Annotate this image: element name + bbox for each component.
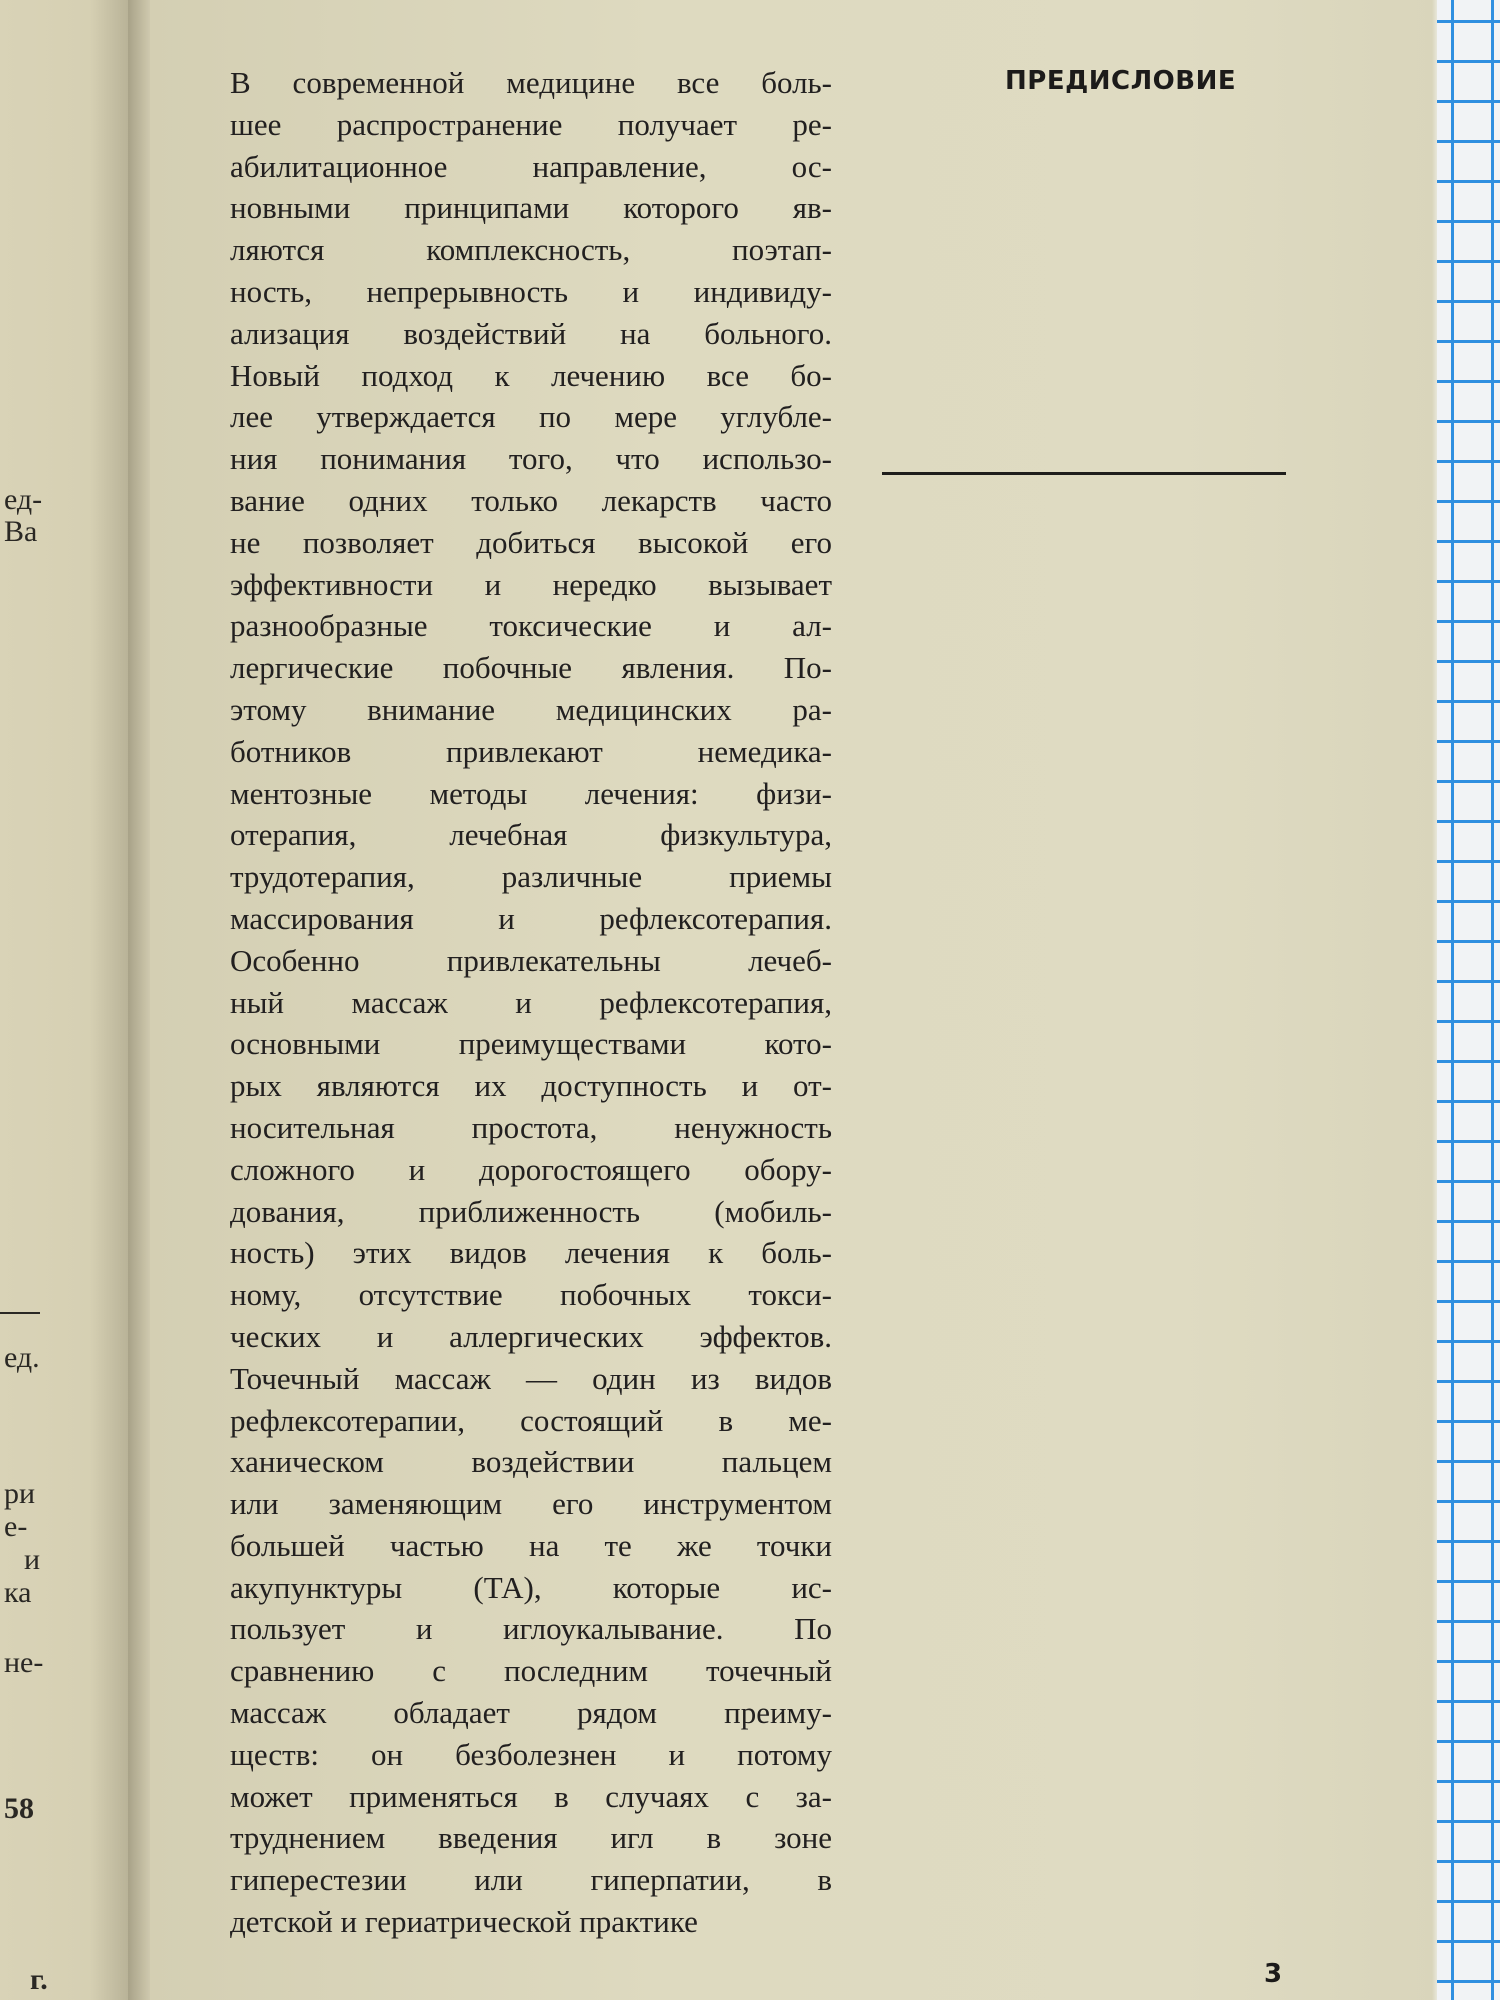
text-line: дования, приближенность (мобиль- xyxy=(230,1193,832,1229)
text-line: пользует и иглоукалывание. По xyxy=(230,1611,832,1647)
text-line: может применяться в случаях с за- xyxy=(230,1778,832,1814)
grid-paper-background xyxy=(1437,0,1500,2000)
margin-text-fragment: е- xyxy=(4,1510,28,1543)
text-line: шее распространение получает ре- xyxy=(230,106,832,142)
text-line: массирования и рефлексотерапия. xyxy=(230,900,832,936)
text-line: Точечный массаж — один из видов xyxy=(230,1360,832,1396)
text-line: вание одних только лекарств часто xyxy=(230,482,832,518)
text-line: ляются комплексность, поэтап- xyxy=(230,232,832,268)
text-line: ментозные методы лечения: физи- xyxy=(230,775,832,811)
text-line: эффективности и нередко вызывает xyxy=(230,566,832,602)
text-line: сравнению с последним точечный xyxy=(230,1653,832,1689)
text-line: гиперестезии или гиперпатии, в xyxy=(230,1862,832,1898)
text-line: Особенно привлекательны лечеб- xyxy=(230,942,832,978)
text-line: лергические побочные явления. По- xyxy=(230,650,832,686)
text-line: массаж обладает рядом преиму- xyxy=(230,1695,832,1731)
book-page xyxy=(150,0,1437,2000)
text-line: ния понимания того, что использо- xyxy=(230,441,832,477)
text-line: разнообразные токсические и ал- xyxy=(230,608,832,644)
text-line: или заменяющим его инструментом xyxy=(230,1486,832,1522)
text-line: ность) этих видов лечения к боль- xyxy=(230,1235,832,1271)
previous-page-fragment xyxy=(0,0,128,2000)
text-line: новными принципами которого яв- xyxy=(230,190,832,226)
text-line: трудотерапия, различные приемы xyxy=(230,859,832,895)
body-paragraph xyxy=(230,62,832,1943)
text-line: ботников привлекают немедика- xyxy=(230,733,832,769)
text-line: носительная простота, ненужность xyxy=(230,1109,832,1145)
text-line: Новый подход к лечению все бо- xyxy=(230,357,832,393)
margin-text-fragment: ед. xyxy=(4,1341,40,1374)
margin-text-fragment: Ва xyxy=(4,515,38,548)
text-line: ализация воздействий на больного. xyxy=(230,315,832,351)
heading-rule xyxy=(882,472,1286,475)
text-line: ность, непрерывность и индивиду- xyxy=(230,273,832,309)
text-line: детской и гериатрической практике xyxy=(230,1904,698,1940)
text-line: рефлексотерапии, состоящий в ме- xyxy=(230,1402,832,1438)
margin-text-fragment: и xyxy=(24,1543,41,1576)
margin-text-fragment: ед- xyxy=(4,483,43,516)
text-line: этому внимание медицинских ра- xyxy=(230,691,832,727)
margin-text-fragment: не- xyxy=(4,1646,44,1679)
margin-text-fragment: ри xyxy=(4,1477,36,1510)
chapter-heading: ПРЕДИСЛОВИЕ xyxy=(1005,66,1237,96)
text-line: рых являются их доступность и от- xyxy=(230,1068,832,1104)
book-gutter xyxy=(128,0,150,2000)
text-line: ный массаж и рефлексотерапия, xyxy=(230,984,832,1020)
text-line: ческих и аллергических эффектов. xyxy=(230,1318,832,1354)
text-line: В современной медицине все боль- xyxy=(230,65,832,100)
text-line: абилитационное направление, ос- xyxy=(230,148,832,184)
text-line: ханическом воздействии пальцем xyxy=(230,1444,832,1480)
text-line: труднением введения игл в зоне xyxy=(230,1820,832,1856)
text-line: акупунктуры (ТА), которые ис- xyxy=(230,1569,832,1605)
text-line: не позволяет добиться высокой его xyxy=(230,524,832,560)
text-line: лее утверждается по мере углубле- xyxy=(230,399,832,435)
margin-text-fragment: 58 xyxy=(4,1792,34,1825)
margin-rule xyxy=(0,1312,40,1314)
text-line: большей частью на те же точки xyxy=(230,1527,832,1563)
text-line: ществ: он безболезнен и потому xyxy=(230,1736,832,1772)
text-line: основными преимуществами кото- xyxy=(230,1026,832,1062)
margin-text-fragment: ка xyxy=(4,1576,32,1609)
page-number: 3 xyxy=(1264,1959,1283,1989)
margin-text-fragment: г. xyxy=(30,1963,48,1996)
text-line: сложного и дорогостоящего обору- xyxy=(230,1151,832,1187)
text-line: ному, отсутствие побочных токси- xyxy=(230,1277,832,1313)
text-line: отерапия, лечебная физкультура, xyxy=(230,817,832,853)
